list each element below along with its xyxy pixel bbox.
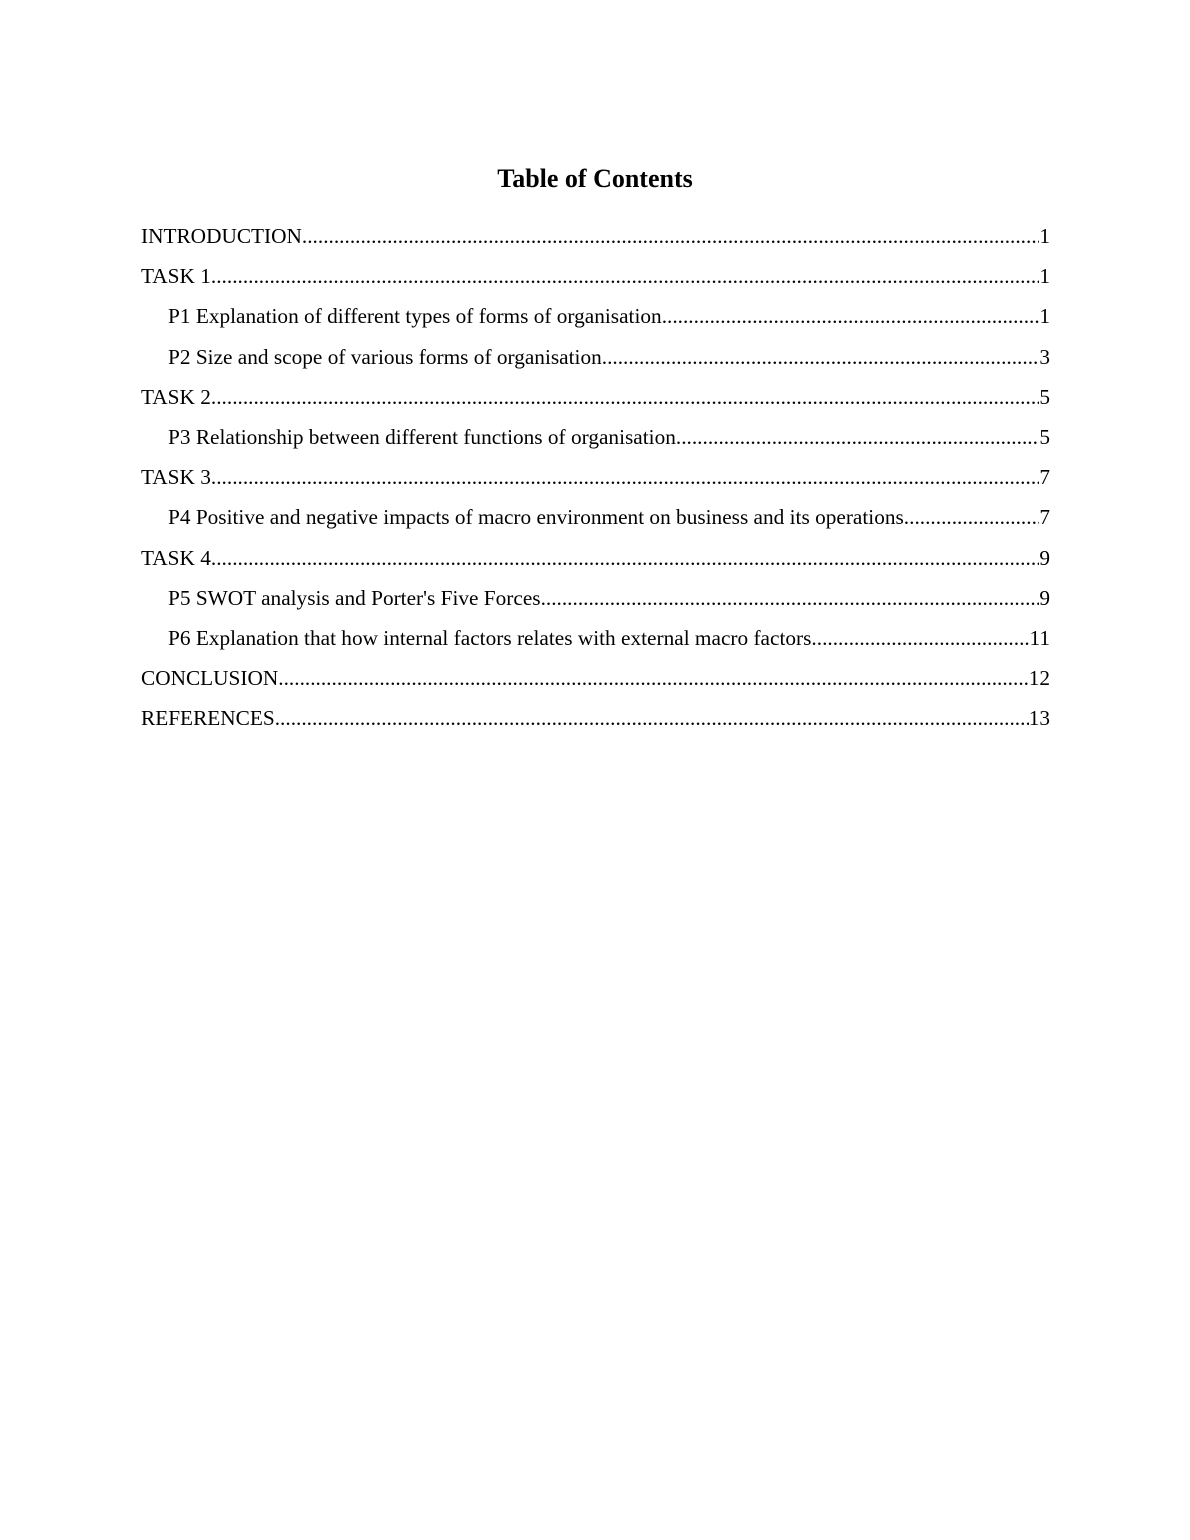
toc-entry-page-number: 5	[1039, 424, 1050, 449]
toc-dot-leader	[278, 660, 1028, 696]
toc-entry[interactable]	[141, 218, 1050, 258]
toc-entry-title: P6 Explanation that how internal factors relates with external macro factors	[168, 625, 812, 650]
toc-entry[interactable]	[141, 620, 1050, 660]
toc-entry-title: TASK 1	[141, 264, 211, 289]
toc-entry-page-number: 5	[1039, 384, 1050, 409]
toc-entry[interactable]	[141, 258, 1050, 298]
toc-entry-title: CONCLUSION	[141, 666, 279, 691]
toc-entry-title: P4 Positive and negative impacts of macro environment on business and its operations	[168, 505, 904, 530]
toc-dot-leader	[662, 298, 1040, 334]
toc-entry[interactable]	[141, 339, 1050, 379]
toc-entry[interactable]	[141, 700, 1050, 740]
toc-dot-leader	[302, 218, 1039, 254]
toc-entry[interactable]	[141, 419, 1050, 459]
toc-entry-page-number: 12	[1028, 666, 1050, 691]
toc-entry-title: INTRODUCTION	[141, 224, 302, 248]
toc-entry-title: P2 Size and scope of various forms of organisation	[168, 344, 602, 369]
toc-entry[interactable]	[141, 580, 1050, 620]
toc-entry-title: P5 SWOT analysis and Porter's Five Forces	[168, 585, 541, 610]
toc-entry-page-number: 9	[1039, 585, 1050, 610]
toc-dot-leader	[904, 499, 1040, 535]
toc-entry-page-number: 11	[1029, 625, 1050, 650]
toc-entry[interactable]	[141, 499, 1050, 539]
toc-entry-title: P3 Relationship between different functions of organisation	[168, 424, 676, 449]
toc-dot-leader	[211, 379, 1039, 415]
toc-entry-page-number: 1	[1039, 304, 1050, 329]
toc-entry-title: REFERENCES	[141, 706, 275, 731]
toc-dot-leader	[676, 419, 1039, 455]
toc-entry-page-number: 7	[1039, 505, 1050, 530]
toc-entry-title: TASK 2	[141, 384, 211, 409]
toc-dot-leader	[602, 339, 1040, 375]
toc-dot-leader	[211, 459, 1039, 495]
toc-entry-title: TASK 4	[141, 545, 211, 570]
toc-entry-page-number: 7	[1039, 465, 1050, 490]
toc-dot-leader	[211, 540, 1039, 576]
toc-title: Table of Contents	[497, 164, 693, 193]
toc-entry[interactable]	[141, 540, 1050, 580]
toc-entry-page-number: 13	[1028, 706, 1050, 731]
toc-entry-page-number: 3	[1039, 344, 1050, 369]
toc-entry-title: P1 Explanation of different types of forms of organisation	[168, 304, 662, 329]
toc-entry[interactable]	[141, 298, 1050, 338]
toc-entry[interactable]	[141, 660, 1050, 700]
toc-dot-leader	[541, 580, 1040, 616]
toc-list	[141, 218, 1050, 740]
toc-entry-page-number: 1	[1039, 224, 1050, 248]
toc-dot-leader	[211, 258, 1039, 294]
toc-entry-page-number: 9	[1039, 545, 1050, 570]
toc-entry[interactable]	[141, 379, 1050, 419]
toc-dot-leader	[811, 620, 1029, 656]
toc-entry[interactable]	[141, 459, 1050, 499]
toc-entry-title: TASK 3	[141, 465, 211, 490]
toc-entry-page-number: 1	[1039, 264, 1050, 289]
toc-dot-leader	[275, 700, 1029, 736]
